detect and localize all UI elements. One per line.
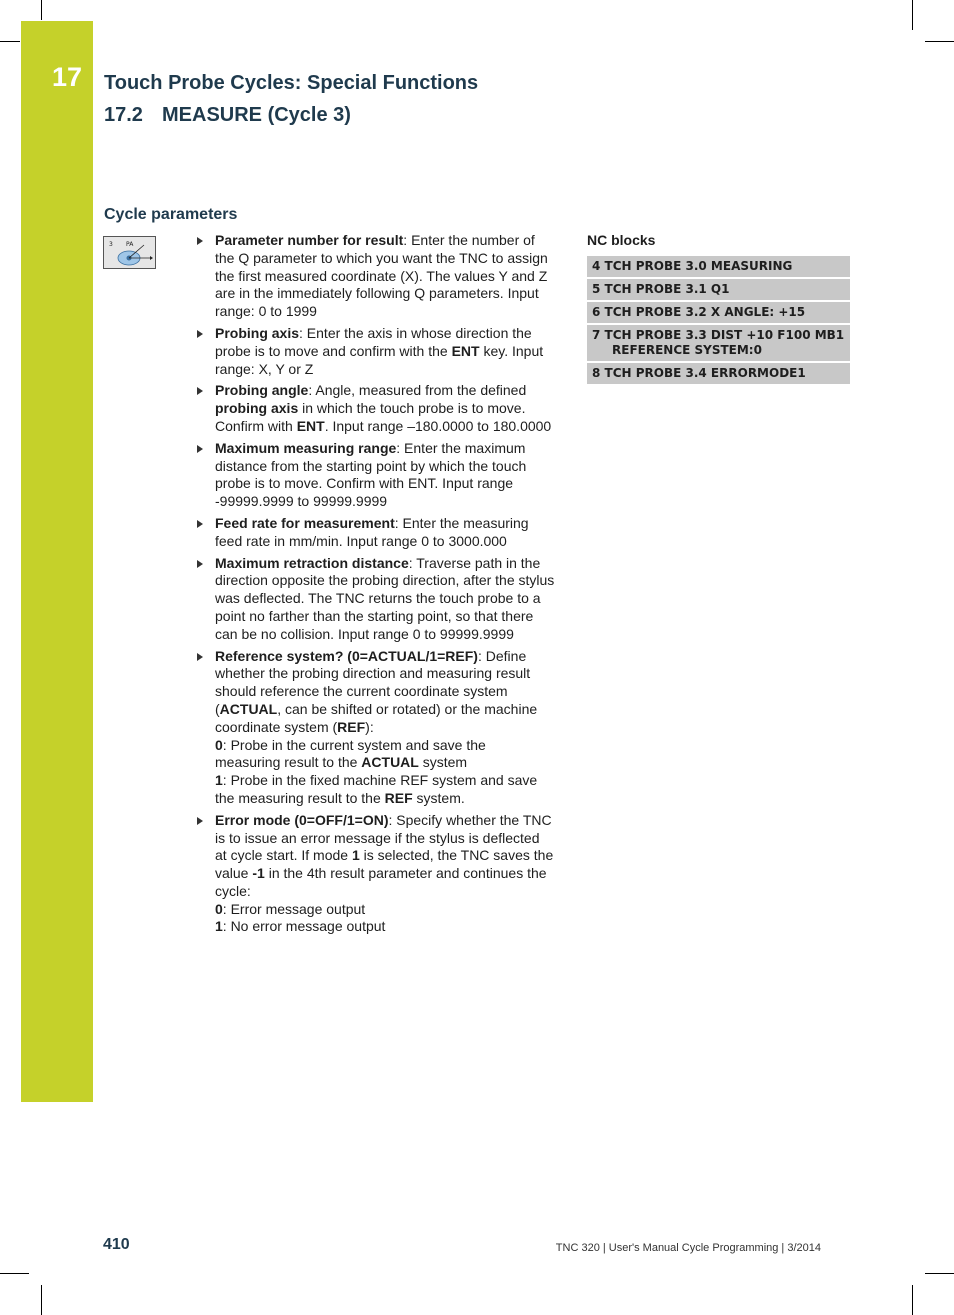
- cycle-parameter-list: [195, 232, 555, 940]
- key-label: -1: [252, 865, 265, 882]
- param-description: : Angle, measured from the defined: [308, 382, 527, 399]
- option-key: 0: [215, 736, 223, 753]
- param-description: ):: [365, 718, 374, 735]
- page-number: 410: [103, 1236, 130, 1253]
- nc-block-text: 4 TCH PROBE 3.0 MEASURING: [592, 259, 793, 273]
- param-description: : Enter the number of the Q parameter to which you want the TNC to assign the first measured coordinate (X). The values Y and Z are in the immediately following Q parameters. Input range: 0 to 1999: [215, 232, 548, 320]
- list-item: [195, 555, 555, 644]
- list-item: [195, 812, 555, 937]
- option-text: system.: [412, 789, 465, 806]
- option-key: 0: [215, 900, 223, 917]
- option-text: : Error message output: [222, 900, 366, 917]
- nc-block-text: 5 TCH PROBE 3.1 Q1: [592, 282, 730, 296]
- param-term: Maximum measuring range: [215, 439, 397, 456]
- cycle-softkey-icon: [103, 236, 156, 269]
- list-item: [195, 232, 555, 321]
- key-label: ACTUAL: [361, 754, 419, 771]
- param-description: : Enter the measuring feed rate in mm/min. Input range 0 to 3000.000: [215, 514, 529, 549]
- param-description: key. Input range: X, Y or Z: [215, 342, 544, 377]
- chapter-sidebar: [21, 21, 93, 1102]
- crop-mark: [912, 0, 913, 30]
- cycle-parameters-heading: Cycle parameters: [104, 206, 238, 223]
- list-item: [195, 515, 555, 551]
- option-line: [215, 918, 555, 936]
- nc-block-continuation: REFERENCE SYSTEM:0: [612, 343, 762, 357]
- param-description: : Enter the axis in whose direction the probe is to move and confirm with the: [215, 324, 532, 359]
- param-description: in which the touch probe is to move. Confirm with: [215, 400, 526, 434]
- chapter-number: 17: [52, 62, 83, 92]
- list-item: [195, 382, 555, 435]
- option-key: 1: [215, 918, 223, 935]
- crop-mark: [912, 1285, 913, 1315]
- section-name: MEASURE (Cycle 3): [162, 104, 351, 126]
- option-line: [215, 772, 555, 808]
- param-term: Probing angle: [215, 382, 309, 399]
- key-label: REF: [337, 718, 366, 735]
- crop-mark: [0, 41, 20, 42]
- param-term: Maximum retraction distance: [215, 554, 409, 571]
- param-description: is selected, the TNC saves the value: [215, 847, 554, 882]
- param-description: : Specify whether the TNC is to issue an error message if the stylus is deflected at cycle start. If mode: [215, 811, 552, 864]
- param-term: Parameter number for result: [215, 232, 404, 248]
- list-item: [195, 440, 555, 511]
- crop-mark: [41, 0, 42, 20]
- nc-block-text: 6 TCH PROBE 3.2 X ANGLE: +15: [592, 305, 806, 319]
- key-label: ACTUAL: [219, 700, 278, 717]
- option-text: : No error message output: [222, 918, 386, 935]
- list-item: [195, 648, 555, 808]
- param-description: , can be shifted or rotated) or the machine coordinate system (: [215, 700, 538, 735]
- param-term-inline: probing axis: [215, 400, 299, 417]
- param-description: : Enter the maximum distance from the starting point by which the touch probe is to move. Confirm with ENT. Input range -99999.9999 to 99999.9999: [215, 439, 527, 510]
- nc-block-row: [587, 256, 850, 277]
- param-term: Probing axis: [215, 324, 300, 341]
- crop-mark: [925, 1273, 954, 1274]
- option-text: : Probe in the current system and save the measuring result to the: [215, 736, 486, 771]
- key-label: 1: [351, 847, 360, 864]
- param-description: . Input range –180.0000 to 180.0000: [324, 417, 552, 434]
- param-description: in the 4th result parameter and continues the cycle:: [215, 865, 547, 899]
- key-label: ENT: [451, 342, 480, 359]
- nc-block-row: [587, 302, 850, 323]
- param-term: Feed rate for measurement: [215, 514, 395, 531]
- nc-blocks-table: [587, 256, 850, 386]
- softkey-label-right: PA: [126, 241, 134, 248]
- chapter-title: Touch Probe Cycles: Special Functions: [104, 72, 479, 94]
- nc-block-text: 7 TCH PROBE 3.3 DIST +10 F100 MB1: [592, 328, 845, 342]
- param-term: Error mode (0=OFF/1=ON): [215, 811, 389, 828]
- key-label: ENT: [296, 417, 325, 434]
- param-term: Reference system? (0=ACTUAL/1=REF): [215, 647, 478, 664]
- option-text: : Probe in the fixed machine REF system and save the measuring result to the: [215, 772, 538, 806]
- crop-mark: [41, 1285, 42, 1315]
- option-line: [215, 901, 555, 919]
- key-label: REF: [384, 789, 413, 806]
- nc-block-row: [587, 325, 850, 361]
- footer-text: TNC 320 | User's Manual Cycle Programming | 3/2014: [555, 1242, 821, 1254]
- param-description: : Define whether the probing direction and measuring result should reference the current coordinate system (: [215, 647, 531, 717]
- section-title: [104, 104, 351, 127]
- nc-block-row: [587, 363, 850, 384]
- list-item: [195, 325, 555, 378]
- option-key: 1: [215, 772, 223, 789]
- nc-block-text: 8 TCH PROBE 3.4 ERRORMODE1: [592, 366, 806, 380]
- param-description: : Traverse path in the direction opposite the probing direction, after the stylus was deflected. The TNC returns the touch probe to a point no farther than the starting point, so that there can be no collision. Input range 0 to 99999.9999: [215, 554, 555, 642]
- nc-block-row: [587, 279, 850, 300]
- probe-graphic-icon: [104, 237, 155, 268]
- nc-blocks-heading: NC blocks: [587, 232, 656, 248]
- option-line: [215, 737, 555, 773]
- crop-mark: [0, 1273, 29, 1274]
- crop-mark: [925, 41, 954, 42]
- option-text: system: [418, 754, 468, 771]
- softkey-label-left: 3: [109, 241, 113, 248]
- section-number: 17.2: [104, 104, 143, 126]
